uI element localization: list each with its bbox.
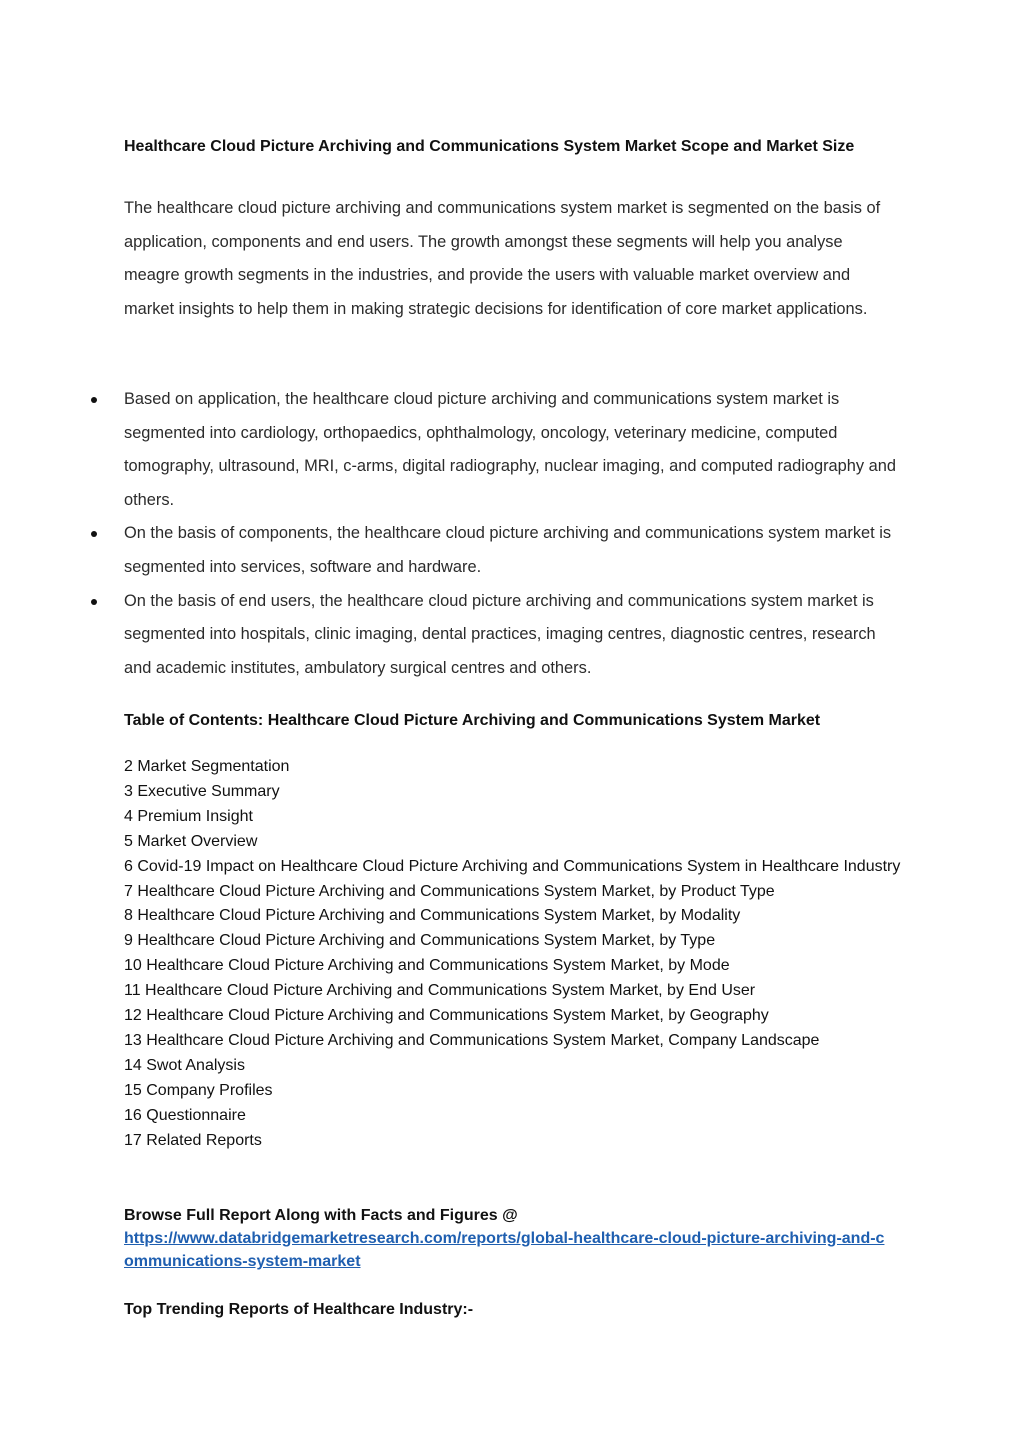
toc-item: 6 Covid-19 Impact on Healthcare Cloud Picture Archiving and Communications System in Healthcare Industry [124,857,901,875]
toc-item: 14 Swot Analysis [124,1056,245,1074]
browse-report-block [124,1204,914,1273]
toc-heading: Table of Contents: Healthcare Cloud Picture Archiving and Communications System Market [124,712,821,729]
toc-item: 3 Executive Summary [124,782,280,800]
bullet-text: Based on application, the healthcare cloud picture archiving and communications system market is segmented into cardiology, orthopaedics, ophthalmology, oncology, veterinary medicine, computed tomography, ultrasound, MRI, c-arms, digital radiography, nuclear imaging, and computed radiography and others. [124,390,896,509]
table-of-contents-list [124,755,914,1154]
intro-paragraph: The healthcare cloud picture archiving and communications system market is segmented on the basis of application, components and end users. The growth amongst these segments will help you analyse meagre growth segments in the industries, and provide the users with valuable market overview and market insights to help them in making strategic decisions for identification of core market applications. [124,199,881,318]
bullet-item-components [0,517,902,584]
toc-item: 8 Healthcare Cloud Picture Archiving and Communications System Market, by Modality [124,907,741,925]
bullet-text: On the basis of end users, the healthcare cloud picture archiving and communications system market is segmented into hospitals, clinic imaging, dental practices, imaging centres, diagnostic centres, research and academic institutes, ambulatory surgical centres and others. [124,591,876,677]
toc-item: 17 Related Reports [124,1131,262,1149]
toc-item: 7 Healthcare Cloud Picture Archiving and Communications System Market, by Product Type [124,882,775,900]
browse-report-label: Browse Full Report Along with Facts and Figures @ [124,1207,518,1224]
bullet-item-end-users [0,585,902,686]
toc-item: 5 Market Overview [124,832,258,850]
toc-item: 11 Healthcare Cloud Picture Archiving and Communications System Market, by End User [124,982,756,1000]
bullet-icon [91,397,97,403]
toc-item: 15 Company Profiles [124,1081,273,1099]
toc-item: 16 Questionnaire [124,1106,246,1124]
section-heading: Healthcare Cloud Picture Archiving and Communications System Market Scope and Market Size [124,138,855,155]
toc-item: 9 Healthcare Cloud Picture Archiving and Communications System Market, by Type [124,932,716,950]
trending-reports-heading: Top Trending Reports of Healthcare Industry:- [124,1301,474,1318]
bullet-text: On the basis of components, the healthcare cloud picture archiving and communications system market is segmented into services, software and hardware. [124,524,892,576]
report-link[interactable]: https://www.databridgemarketresearch.com/reports/global-healthcare-cloud-picture-archiving-and-communications-system-market [124,1230,885,1270]
bullet-icon [91,599,97,605]
toc-item: 4 Premium Insight [124,807,253,825]
toc-item: 10 Healthcare Cloud Picture Archiving and Communications System Market, by Mode [124,957,730,975]
toc-item: 13 Healthcare Cloud Picture Archiving and Communications System Market, Company Landscape [124,1031,820,1049]
toc-item: 12 Healthcare Cloud Picture Archiving and Communications System Market, by Geography [124,1007,769,1025]
bullet-item-application [0,383,902,517]
segmentation-bullet-list [0,383,1023,685]
toc-item: 2 Market Segmentation [124,758,290,775]
bullet-icon [91,531,97,537]
